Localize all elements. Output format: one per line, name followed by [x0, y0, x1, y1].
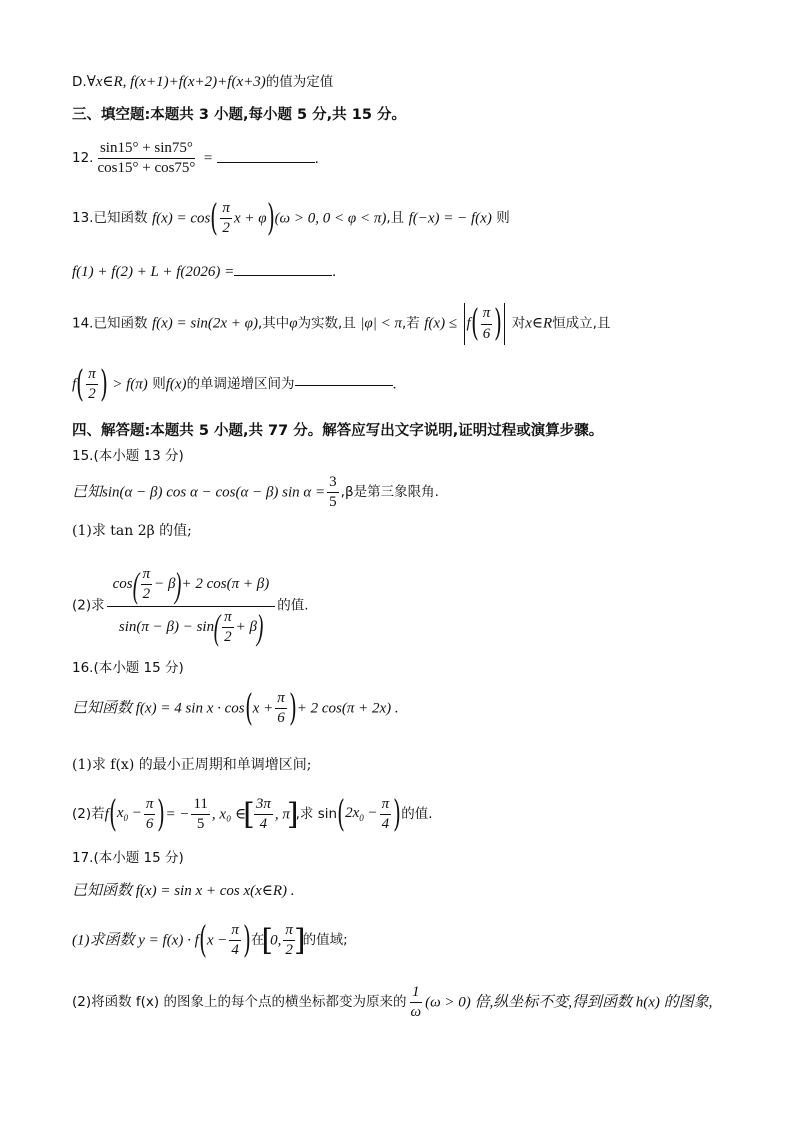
q17-p2-cond: (ω > 0) 倍,纵坐标不变,得到函数 h(x) 的图象,: [425, 994, 713, 1011]
q14-then: 则: [152, 376, 166, 392]
question-13: [72, 197, 510, 239]
q16-p2-range: , x₀ ∈: [211, 806, 247, 823]
question-13-sum: [72, 265, 336, 280]
q13-and: ,且: [386, 210, 405, 226]
q13-inner: x + φ: [233, 210, 267, 227]
q15-p2-prefix: (2)求: [72, 597, 105, 614]
q16-given: 已知函数 f(x) = 4 sin x · cos(x + $\frac{\pi}{6}$ )+ 2 cos(π + 2x) .: [72, 687, 399, 729]
q15-three-fifths: $\frac{3}{5}$: [329, 474, 337, 511]
q13-number: 13.: [72, 210, 94, 226]
left-paren-icon: (: [244, 687, 253, 729]
q13-function: f(x) = cos: [151, 210, 211, 227]
q13-condition: (ω > 0, 0 < φ < π): [274, 210, 387, 227]
q14-phi: φ: [289, 315, 298, 332]
q14-fx2: f(x): [165, 376, 187, 393]
q17-p2-pre: (2)将函数 f(x) 的图象上的每个点的横坐标都变为原来的: [72, 994, 407, 1010]
option-d-label: D.: [72, 74, 87, 90]
q12-denominator: cos15° + cos75°: [97, 160, 196, 177]
q14-abs: |φ| < π: [360, 315, 402, 332]
q12-end: .: [314, 150, 319, 167]
q14-real: 为实数,且: [297, 315, 356, 332]
q14-for-all: 对: [511, 315, 526, 332]
q17-one-over-omega: $\frac{1}{\omega}$: [410, 984, 422, 1021]
q15-part-1: (1)求 tan 2β 的值;: [72, 523, 192, 539]
q14-pi-over-2: $\frac{\pi}{2}$: [88, 366, 96, 403]
q14-number: 14.: [72, 315, 94, 332]
q14-answer-blank[interactable]: [295, 384, 393, 386]
q17-p1-in: 在: [250, 932, 265, 948]
q15-big-fraction: cos( $\frac{\pi}{2}$ − β)+ 2 cos(π + β) sin(π − β) − sin( $\frac{\pi}{2}$ + β): [107, 566, 276, 646]
q14-interval: 的单调递增区间为: [186, 376, 295, 392]
q17-given: 已知函数 f(x) = sin x + cos x(x∈R) .: [72, 883, 295, 899]
right-paren-icon: ): [288, 687, 297, 729]
q13-relation: f(−x) = − f(x): [408, 210, 492, 227]
q16-given-pre: 已知函数 f(x) = 4 sin x · cos: [72, 700, 245, 717]
q13-intro: 已知函数: [93, 210, 148, 226]
question-14: 14.已知函数 f(x) = sin(2x + φ),其中φ为实数,且 |φ| < π,若 f(x) ≤ f( $\frac{\pi}{6}$ ) 对x∈R恒成立,且: [72, 303, 611, 344]
abs-bar-right-icon: [504, 303, 505, 345]
section-3-title: 三、填空题:本题共 3 小题,每小题 5 分,共 15 分。: [72, 107, 406, 123]
section-4-title: 四、解答题:本题共 5 小题,共 77 分。解答应写出文字说明,证明过程或演算步骤。: [72, 423, 604, 439]
q16-part-1: (1)求 f(x) 的最小正周期和单调增区间;: [72, 757, 312, 773]
q15-given: [72, 474, 439, 512]
q17-part-1: (1)求函数 y = f(x) · f(x − $\frac{\pi}{4}$ )在[0, $\frac{\pi}{2}$ ]的值域;: [72, 919, 348, 961]
q12-fraction: [95, 140, 197, 178]
q16-pi-over-6: $\frac{\pi}{6}$: [277, 690, 285, 727]
q14-intro: 已知函数: [93, 315, 148, 332]
q16-p2-find: ,求 sin: [295, 806, 338, 822]
q17-p1-pre: (1)求函数 y = f(x) · f: [72, 932, 199, 949]
q13-sum: f(1) + f(2) + L + f(2026) =: [72, 264, 235, 280]
q13-end: .: [332, 264, 337, 280]
q14-pi-over-6: $\frac{\pi}{6}$: [482, 305, 491, 342]
q12-answer-blank[interactable]: [217, 161, 315, 163]
q14-gt: > f(π): [112, 376, 148, 393]
q17-p1-end: 的值域;: [302, 932, 348, 948]
right-paren-icon: ): [494, 303, 503, 344]
q12-number: 12.: [72, 150, 94, 166]
q15-p2-suffix: 的值.: [277, 597, 309, 614]
q14-function: f(x) = sin(2x + φ): [151, 315, 258, 332]
option-d-math: ∀x∈R, f(x+1)+f(x+2)+f(x+3): [86, 74, 266, 90]
q14-xr: x∈R: [525, 315, 553, 332]
question-12: [72, 140, 319, 178]
q15-header: 15.(本小题 13 分): [72, 448, 184, 464]
q15-beta: ,β是第三象限角.: [340, 484, 439, 500]
left-paren-icon: (: [210, 197, 219, 239]
q14-where: ,其中: [257, 315, 290, 332]
q15-part-2: [72, 566, 309, 646]
q16-p2-pre: (2)若: [72, 806, 105, 822]
left-paren-icon: (: [76, 363, 85, 405]
right-paren-icon: ): [266, 197, 275, 239]
option-d-text: 的值为定值: [265, 74, 334, 90]
q16-eleven-fifths: $\frac{11}{5}$: [193, 796, 208, 833]
question-14-cont: f( $\frac{\pi}{2}$ ) > f(π) 则f(x)的单调递增区间为 .: [72, 363, 397, 405]
q16-p2-end: 的值.: [401, 806, 433, 822]
q13-answer-blank[interactable]: [234, 274, 332, 276]
q17-header: 17.(本小题 15 分): [72, 850, 184, 866]
abs-bar-left-icon: [464, 303, 465, 345]
option-d: [72, 75, 333, 90]
q14-fx: f(x) ≤: [424, 315, 458, 332]
right-paren-icon: ): [99, 363, 108, 405]
q14-end: .: [392, 376, 397, 393]
q13-pi-over-2: $\frac{\pi}{2}$: [222, 200, 230, 237]
left-paren-icon: (: [470, 303, 479, 344]
q16-given-post: + 2 cos(π + 2x) .: [296, 700, 399, 717]
q17-part-2: [72, 984, 712, 1022]
q16-part-2: (2)若$f(x_0$ − $\frac{\pi}{6}$ )= − $\frac{11}{5}$ , x₀ ∈[ $\frac{3\pi}{4}$ , π],求 $\sin(2x_0$ − $\frac{\pi}{4}$ )的值.: [72, 793, 433, 835]
q16-header: 16.(本小题 15 分): [72, 660, 184, 676]
q14-if: ,若: [402, 315, 420, 332]
q12-equals: =: [203, 150, 213, 167]
q14-holds: 恒成立,且: [552, 315, 611, 332]
q13-then: 则: [496, 210, 510, 226]
q12-numerator: sin15° + sin75°: [98, 140, 195, 159]
q16-p2-val: = −: [165, 806, 190, 823]
q15-given-expr: 已知sin(α − β) cos α − cos(α − β) sin α =: [72, 484, 326, 501]
